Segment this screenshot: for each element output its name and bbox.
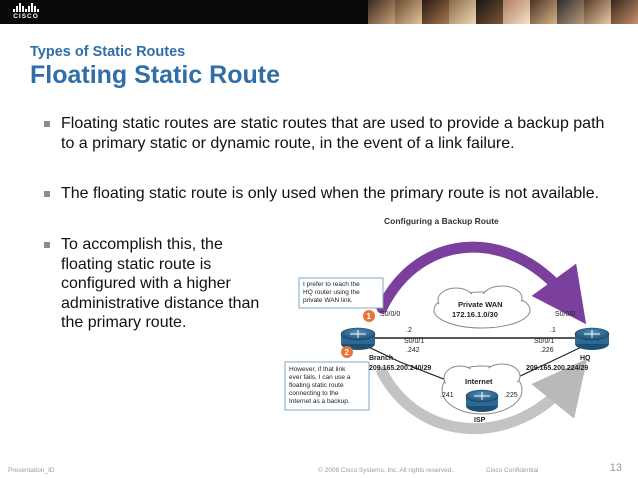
diagram-title: Configuring a Backup Route bbox=[384, 216, 499, 226]
header-photo-strip bbox=[368, 0, 638, 24]
slide-subtitle: Types of Static Routes bbox=[30, 44, 186, 60]
header-banner bbox=[0, 0, 638, 24]
svg-text:1: 1 bbox=[366, 312, 371, 321]
branch-s001-label: S0/0/1 bbox=[404, 338, 425, 345]
cisco-logo-text: CISCO bbox=[13, 13, 39, 20]
callout-2-line: ever fails, I can use a bbox=[289, 374, 351, 381]
branch-s000-label: S0/0/0 bbox=[380, 311, 401, 318]
hq-router-icon bbox=[575, 328, 609, 350]
footer-copyright: © 2008 Cisco Systems, Inc. All rights reserved. bbox=[318, 467, 454, 474]
photo-tile bbox=[530, 0, 557, 24]
branch-s001-ip: .242 bbox=[406, 347, 420, 354]
svg-text:2: 2 bbox=[344, 348, 349, 357]
slide-title: Floating Static Route bbox=[30, 61, 280, 89]
page-number: 13 bbox=[609, 462, 622, 474]
photo-tile bbox=[422, 0, 449, 24]
step-2-badge bbox=[341, 346, 353, 358]
callout-2-line: floating static route bbox=[289, 382, 344, 389]
photo-tile bbox=[503, 0, 530, 24]
footer-confidential: Cisco Confidential bbox=[486, 467, 539, 474]
callout-1-line: private WAN link. bbox=[303, 297, 353, 304]
bullet-square-icon bbox=[44, 242, 50, 248]
bullet-text: The floating static route is only used when the primary route is not available. bbox=[61, 185, 600, 202]
hq-s000-ip: .1 bbox=[550, 327, 556, 334]
callout-1-line: HQ router using the bbox=[303, 289, 360, 296]
bullet-item bbox=[61, 235, 276, 333]
bullet-text: Floating static routes are static routes that are used to provide a backup path to a primary static or dynamic route, in the event of a link failure. bbox=[61, 115, 605, 152]
cisco-logo-bars-icon bbox=[9, 2, 43, 12]
hq-s001-ip: .226 bbox=[540, 347, 554, 354]
isp-right-ip: .225 bbox=[504, 392, 518, 399]
isp-label: ISP bbox=[474, 417, 486, 424]
photo-tile bbox=[368, 0, 395, 24]
cisco-logo bbox=[9, 2, 43, 22]
bullet-item bbox=[61, 114, 611, 153]
hq-s000-label: S0/0/0 bbox=[555, 311, 576, 318]
photo-tile bbox=[476, 0, 503, 24]
photo-tile bbox=[557, 0, 584, 24]
branch-s000-ip: .2 bbox=[406, 327, 412, 334]
callout-2-line: Internet as a backup. bbox=[289, 398, 350, 405]
photo-tile bbox=[611, 0, 638, 24]
branch-network: 209.165.200.240/29 bbox=[369, 365, 432, 372]
isp-router-icon bbox=[466, 390, 498, 412]
callout-2-line: connecting to the bbox=[289, 390, 339, 397]
callout-2-line: However, if that link bbox=[289, 366, 346, 373]
branch-label: Branch bbox=[369, 355, 394, 362]
bullet-square-icon bbox=[44, 191, 50, 197]
isp-left-ip: .241 bbox=[440, 392, 454, 399]
bullet-square-icon bbox=[44, 121, 50, 127]
bullet-text: To accomplish this, the floating static route is configured with a higher administrative distance than the primary route. bbox=[61, 236, 260, 331]
photo-tile bbox=[449, 0, 476, 24]
bullet-item bbox=[61, 184, 611, 204]
callout-1-line: I prefer to reach the bbox=[303, 281, 360, 288]
photo-tile bbox=[395, 0, 422, 24]
hq-network: 209.165.200.224/29 bbox=[526, 365, 589, 372]
footer-presentation-id: Presentation_ID bbox=[8, 467, 55, 474]
internet-label: Internet bbox=[465, 377, 493, 386]
step-1-badge bbox=[363, 310, 375, 322]
hq-s001-label: S0/0/1 bbox=[534, 338, 555, 345]
private-wan-label: Private WAN bbox=[458, 300, 503, 309]
photo-tile bbox=[584, 0, 611, 24]
private-wan-network: 172.16.1.0/30 bbox=[452, 310, 498, 319]
hq-label: HQ bbox=[580, 355, 591, 362]
network-diagram bbox=[270, 212, 628, 448]
